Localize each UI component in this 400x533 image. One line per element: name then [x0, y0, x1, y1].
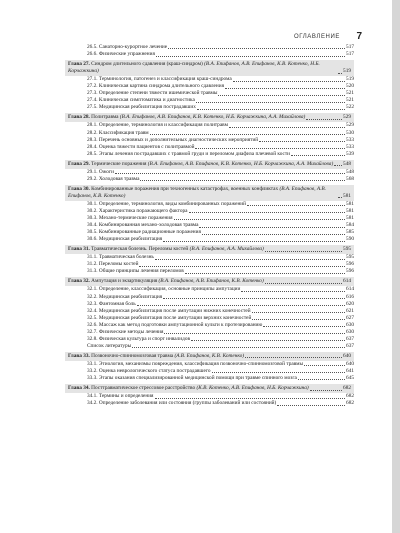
- leader-dots: [197, 109, 345, 110]
- section-title: 33.3. Этапы оказания специализированной медицинской помощи при травме спинного мозга: [87, 375, 297, 382]
- leader-dots: [155, 398, 346, 399]
- chapter-title: [68, 61, 337, 75]
- section-title: 33.2. Оценка неврологического статуса пострадавшего: [87, 367, 211, 374]
- leader-dots: [310, 390, 342, 391]
- section-title: 26.5. Санаторно-курортное лечение: [87, 44, 168, 50]
- leader-dots: [225, 88, 345, 89]
- leader-dots: [338, 73, 342, 74]
- section-page-number: 590: [346, 236, 354, 243]
- leader-dots: [291, 155, 345, 156]
- leader-dots: [298, 379, 345, 380]
- toc-section-entry[interactable]: [65, 268, 354, 275]
- toc-section-entry[interactable]: [65, 361, 354, 368]
- section-title: 30.3. Механо-термические поражения: [87, 215, 173, 222]
- section-title: 32.1. Определение, классификация, основные принципы ампутации: [87, 286, 241, 293]
- toc-chapter-entry[interactable]: [65, 160, 354, 169]
- chapter-label: Глава 27.: [68, 61, 90, 68]
- toc-section-entry[interactable]: [65, 144, 354, 151]
- toc-section-entry[interactable]: [65, 294, 354, 301]
- chapter-authors: (В.А. Епифанов, А.В. Епифанов, К.В. Котенко): [68, 185, 326, 199]
- chapter-name: Термические поражения: [89, 160, 148, 167]
- section-title: 30.6. Медицинская реабилитация: [87, 236, 163, 243]
- leader-dots: [229, 127, 345, 128]
- leader-dots: [334, 165, 342, 166]
- chapter-name: Синдром длительного сдавления (краш-синдром): [89, 61, 205, 68]
- section-page-number: 584: [346, 222, 354, 229]
- toc-section-entry[interactable]: [65, 343, 354, 350]
- section-page-number: 614: [346, 286, 354, 293]
- chapter-label: Глава 28.: [68, 114, 90, 121]
- leader-dots: [338, 197, 342, 198]
- chapter-title: [68, 114, 305, 121]
- section-page-number: 595: [346, 254, 354, 261]
- chapter-label: Глава 31.: [68, 246, 90, 253]
- leader-dots: [247, 205, 345, 206]
- section-page-number: 630: [346, 321, 354, 328]
- chapter-name: Комбинированные поражения при техногенных катастрофах, военных конфликтах: [89, 185, 280, 192]
- section-title: 31.1. Травматическая болезнь: [87, 254, 154, 261]
- chapter-title: [68, 186, 337, 200]
- leader-dots: [245, 357, 342, 358]
- leader-dots: [212, 372, 345, 373]
- section-title: 31.2. Переломы костей: [87, 261, 139, 268]
- chapter-page-number: 548: [343, 160, 351, 167]
- leader-dots: [174, 219, 346, 220]
- section-title: 30.1. Определение, терминология, виды комбинированных поражений: [87, 200, 246, 207]
- section-title: 29.2. Холодовая травма: [87, 175, 140, 182]
- section-title: 27.3. Определение степени тяжести ишемической травмы: [87, 90, 218, 97]
- leader-dots: [241, 291, 345, 292]
- toc-section-entry[interactable]: [65, 308, 354, 315]
- leader-dots: [199, 227, 345, 228]
- leader-dots: [195, 148, 345, 149]
- toc-section-entry[interactable]: [65, 286, 354, 293]
- section-page-number: 637: [346, 335, 354, 342]
- section-title: 30.4. Комбинированная механо-холодовая травма: [87, 222, 199, 229]
- toc-section-entry[interactable]: [65, 400, 354, 407]
- chapter-label: Глава 30.: [68, 185, 90, 192]
- section-page-number: 581: [346, 215, 354, 222]
- leader-dots: [252, 319, 345, 320]
- section-title: 33.1. Этиология, механизмы повреждения, классификация позвоночно-спинномозговой травмы: [87, 360, 304, 367]
- section-page-number: 530: [346, 129, 354, 136]
- running-header-title: ОГЛАВЛЕНИЕ: [293, 34, 340, 40]
- leader-dots: [277, 405, 345, 406]
- toc-section-entry[interactable]: [65, 44, 354, 51]
- toc-section-entry[interactable]: [65, 104, 354, 111]
- leader-dots: [304, 365, 345, 366]
- section-title: 32.2. Медицинская реабилитация: [87, 293, 163, 300]
- section-page-number: 630: [346, 328, 354, 335]
- leader-dots: [156, 56, 345, 57]
- section-page-number: 521: [346, 97, 354, 104]
- leader-dots: [137, 305, 345, 306]
- toc-section-entry[interactable]: [65, 169, 354, 176]
- leader-dots: [252, 312, 345, 313]
- leader-dots: [233, 81, 345, 82]
- section-title: 28.4. Оценка тяжести пациентов с политравмой: [87, 143, 195, 150]
- chapter-name: Политравма: [89, 114, 120, 121]
- leader-dots: [163, 241, 345, 242]
- chapter-authors: (К.В. Котенко, А.В. Епифанов, Н.Б. Корчажкина): [196, 385, 309, 392]
- section-title: 32.7. Физические методы лечения: [87, 328, 164, 335]
- section-title: Список литературы: [87, 342, 132, 349]
- section-page-number: 533: [346, 143, 354, 150]
- section-title: 28.5. Этапы лечения пострадавших с травмой груди и переломом диафиза плечевой кости: [87, 150, 291, 157]
- section-title: 32.3. Фантомная боль: [87, 300, 136, 307]
- chapter-title: [68, 385, 309, 392]
- chapter-authors: (А.В. Епифанов, К.В. Котенко): [174, 352, 245, 359]
- section-page-number: 637: [346, 342, 354, 349]
- section-page-number: 627: [346, 314, 354, 321]
- leader-dots: [259, 141, 345, 142]
- section-page-number: 548: [346, 168, 354, 175]
- section-page-number: 640: [346, 360, 354, 367]
- leader-dots: [164, 333, 345, 334]
- section-title: 34.1. Термины и определения: [87, 393, 154, 400]
- section-page-number: 568: [346, 175, 354, 182]
- toc-section-entry[interactable]: [65, 76, 354, 83]
- toc-chapter-entry[interactable]: [65, 245, 354, 254]
- leader-dots: [202, 234, 345, 235]
- toc-section-entry[interactable]: [65, 301, 354, 308]
- chapter-authors: (В.А. Епифанов, А.А. Михайлова): [189, 246, 264, 253]
- section-page-number: 682: [346, 400, 354, 407]
- leader-dots: [115, 173, 345, 174]
- leader-dots: [191, 340, 345, 341]
- chapter-page-number: 682: [343, 385, 351, 392]
- chapter-authors: (В.А. Епифанов, А.В. Епифанов, К.В. Котенко): [158, 278, 264, 285]
- toc-section-entry[interactable]: [65, 315, 354, 322]
- section-title: 27.5. Медицинская реабилитация пострадавших: [87, 104, 196, 111]
- chapter-label: Глава 32.: [68, 278, 90, 285]
- chapter-authors: (В.А. Епифанов, А.В. Епифанов, К.В. Котенко, Н.Б. Корчажкина): [68, 61, 320, 75]
- toc-section-entry[interactable]: [65, 122, 354, 129]
- section-page-number: 682: [346, 393, 354, 400]
- section-title: 32.4. Медицинская реабилитация после ампутации нижних конечностей: [87, 307, 251, 314]
- section-title: 31.3. Общие принципы лечения переломов: [87, 268, 184, 275]
- section-title: 30.2. Характеристика поражающего фактора: [87, 207, 188, 214]
- leader-dots: [139, 266, 345, 267]
- section-title: 27.1. Терминология, патогенез и классификация краш-синдрома: [87, 76, 232, 83]
- leader-dots: [265, 283, 342, 284]
- toc-section-entry[interactable]: [65, 51, 354, 58]
- chapter-title: [68, 278, 264, 285]
- leader-dots: [132, 347, 345, 348]
- section-page-number: 641: [346, 367, 354, 374]
- leader-dots: [140, 180, 345, 181]
- toc-section-entry[interactable]: [65, 336, 354, 343]
- chapter-authors: (В.А. Епифанов, А.В. Епифанов, К.В. Котенко, Н.Б. Корчажкина, А.А. Михайлова): [147, 160, 334, 167]
- section-title: 32.5. Медицинская реабилитация после ампутации верхних конечностей: [87, 314, 252, 321]
- section-page-number: 645: [346, 375, 354, 382]
- leader-dots: [265, 251, 342, 252]
- chapter-label: Глава 34.: [68, 385, 90, 392]
- chapter-page-number: 640: [343, 352, 351, 359]
- section-page-number: 520: [346, 83, 354, 90]
- chapter-page-number: 595: [343, 246, 351, 253]
- leader-dots: [163, 298, 345, 299]
- toc-section-entry[interactable]: [65, 90, 354, 97]
- page-edge-strip: [392, 0, 400, 533]
- section-page-number: 533: [346, 136, 354, 143]
- chapter-title: [68, 353, 244, 360]
- chapter-name: Ампутация и экзартикуляция: [89, 278, 159, 285]
- leader-dots: [155, 259, 345, 260]
- toc-section-entry[interactable]: [65, 130, 354, 137]
- toc-section-entry[interactable]: [65, 201, 354, 208]
- chapter-page-number: 614: [343, 278, 351, 285]
- section-title: 30.5. Комбинированные радиационные поражения: [87, 229, 201, 236]
- toc-section-entry[interactable]: [65, 368, 354, 375]
- section-title: 34.2. Определение заболевания или состояния (группы заболеваний или состояний): [87, 400, 277, 407]
- section-page-number: 517: [346, 51, 354, 58]
- chapter-name: Травматическая болезнь. Переломы костей: [89, 246, 190, 253]
- toc-section-entry[interactable]: [65, 176, 354, 183]
- section-page-number: 581: [346, 200, 354, 207]
- toc-chapter-entry[interactable]: [65, 384, 354, 393]
- toc-chapter-entry[interactable]: [65, 352, 354, 361]
- chapter-page-number: 529: [343, 114, 351, 121]
- section-page-number: 529: [346, 122, 354, 129]
- leader-dots: [150, 134, 345, 135]
- toc-section-entry[interactable]: [65, 137, 354, 144]
- toc-section-entry[interactable]: [65, 236, 354, 243]
- chapter-title: [68, 246, 264, 253]
- leader-dots: [263, 326, 345, 327]
- toc-section-entry[interactable]: [65, 375, 354, 382]
- chapter-page-number: 519: [343, 68, 351, 75]
- page-number: 7: [356, 31, 362, 42]
- section-page-number: 521: [346, 90, 354, 97]
- leader-dots: [218, 95, 345, 96]
- toc-chapter-entry[interactable]: [65, 60, 354, 76]
- section-title: 29.1. Ожоги: [87, 168, 114, 175]
- section-title: 27.4. Клиническая симптоматика и диагностика: [87, 97, 195, 104]
- section-page-number: 581: [346, 207, 354, 214]
- toc-section-entry[interactable]: [65, 208, 354, 215]
- section-page-number: 539: [346, 150, 354, 157]
- table-of-contents: [65, 44, 354, 407]
- chapter-name: Позвоночно-спинномозговая травма: [89, 352, 175, 359]
- chapter-name: Посттравматическое стрессовое расстройство: [89, 385, 197, 392]
- toc-chapter-entry[interactable]: [65, 185, 354, 201]
- section-page-number: 616: [346, 293, 354, 300]
- section-page-number: 596: [346, 261, 354, 268]
- section-page-number: 585: [346, 229, 354, 236]
- section-title: 26.6. Физические упражнения: [87, 51, 155, 58]
- toc-section-entry[interactable]: [65, 329, 354, 336]
- chapter-label: Глава 29.: [68, 160, 90, 167]
- section-page-number: 596: [346, 268, 354, 275]
- section-page-number: 517: [346, 44, 354, 50]
- leader-dots: [168, 48, 345, 49]
- section-title: 28.2. Классификация травм: [87, 129, 149, 136]
- section-title: 28.3. Перечень основных и дополнительных диагностических мероприятий: [87, 136, 259, 143]
- section-title: 32.8. Физическая культура и спорт инвалидов: [87, 335, 190, 342]
- chapter-title: [68, 161, 333, 168]
- section-page-number: 519: [346, 76, 354, 83]
- leader-dots: [196, 102, 345, 103]
- chapter-page-number: 581: [343, 192, 351, 199]
- section-title: 32.6. Массаж как метод подготовки ампутационной культи к протезированию: [87, 321, 263, 328]
- section-title: 28.1. Определение, терминология и классификация политравм: [87, 122, 228, 129]
- toc-section-entry[interactable]: [65, 151, 354, 158]
- section-title: 27.2. Клиническая картина синдрома длительного сдавления: [87, 83, 225, 90]
- section-page-number: 620: [346, 300, 354, 307]
- leader-dots: [185, 273, 345, 274]
- toc-section-entry[interactable]: [65, 322, 354, 329]
- chapter-label: Глава 33.: [68, 352, 90, 359]
- section-page-number: 522: [346, 104, 354, 111]
- section-page-number: 621: [346, 307, 354, 314]
- leader-dots: [306, 119, 342, 120]
- leader-dots: [189, 212, 346, 213]
- chapter-authors: (В.А. Епифанов, А.В. Епифанов, К.В. Котенко, Н.Б. Корчажкина, А.А. Михайлова): [119, 114, 306, 121]
